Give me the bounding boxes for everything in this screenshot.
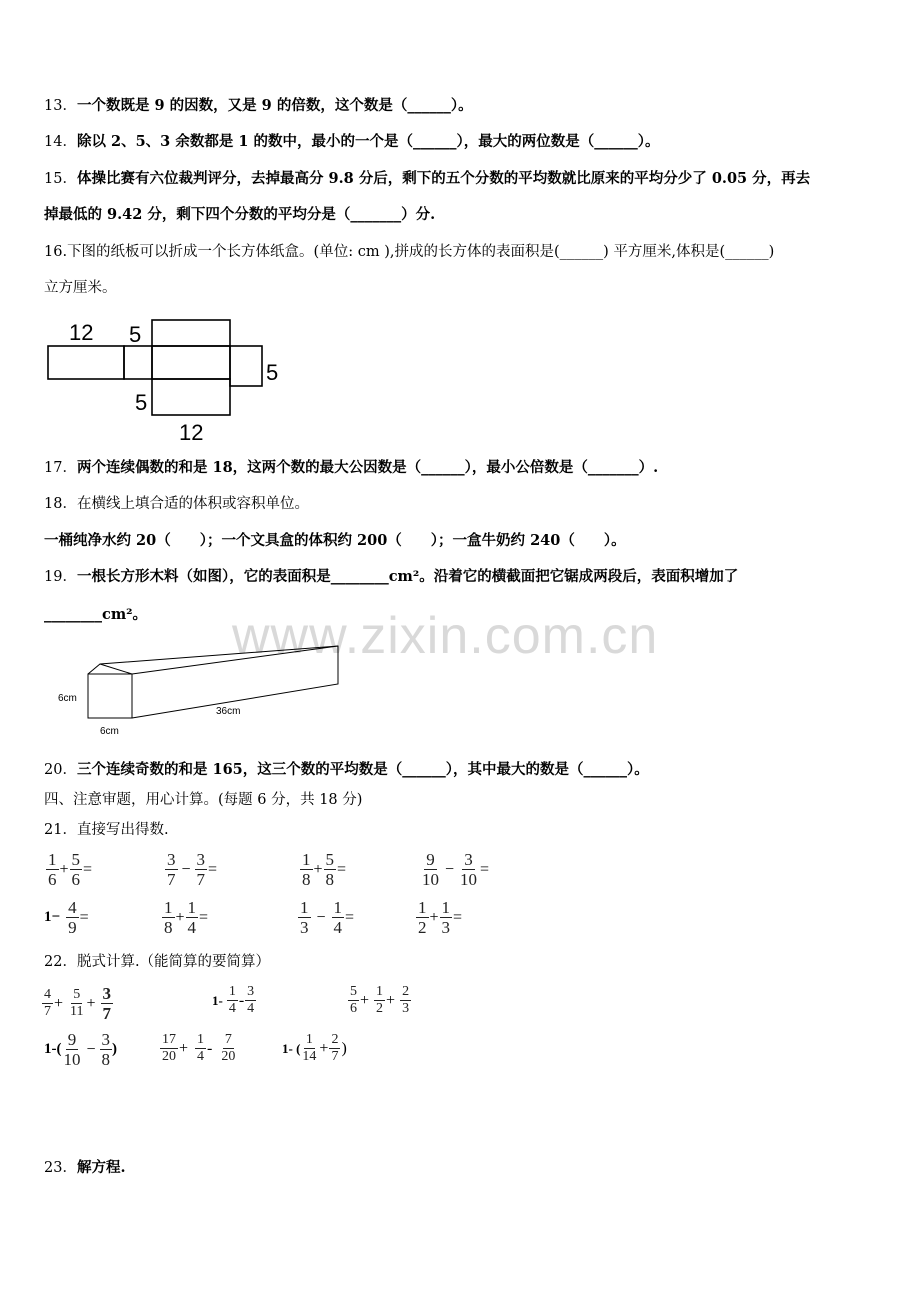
question-19-cont <box>44 605 147 625</box>
q21-expr-2 <box>165 850 218 889</box>
question-text: 三个连续奇数的和是 165，这三个数的平均数是（______），其中最大的数是（______）。 <box>76 761 649 778</box>
question-text: 直接写出得数. <box>76 822 169 838</box>
q21-expr-8 <box>416 898 463 937</box>
denominator: 20 <box>221 1049 236 1064</box>
question-text: 一个数既是 9 的因数，又是 9 的倍数，这个数是（______）。 <box>76 97 473 114</box>
denominator: 2 <box>418 918 427 937</box>
equals: = <box>345 908 355 926</box>
numerator: 3 <box>101 1030 111 1049</box>
numerator: 3 <box>196 850 206 869</box>
lead-term: 1- <box>212 992 223 1008</box>
question-16-cont <box>44 278 117 298</box>
close-paren: ) <box>112 1041 118 1057</box>
numerator: 5 <box>350 984 357 999</box>
equals: = <box>480 860 490 878</box>
question-17 <box>44 458 658 478</box>
numerator: 1 <box>333 898 343 917</box>
lead-term: 1- ( <box>282 1040 301 1056</box>
question-number: 19． <box>44 569 77 585</box>
numerator: 1 <box>418 898 427 917</box>
question-19 <box>44 567 738 587</box>
close-paren: ) <box>341 1039 347 1057</box>
denominator: 7 <box>102 1004 112 1023</box>
q22-expr-3 <box>348 984 411 1017</box>
denominator: 10 <box>460 870 478 889</box>
equals: = <box>199 908 209 926</box>
question-text: 脱式计算.（能简算的要简算） <box>76 954 271 970</box>
q22-expr-5 <box>160 1032 237 1065</box>
q22-expr-2 <box>212 984 256 1017</box>
denominator: 10 <box>422 870 439 889</box>
equals: = <box>208 860 218 878</box>
net-face <box>152 346 230 379</box>
question-text: 一根长方形木料（如图），它的表面积是________cm²。沿着它的横截面把它锯成两段后，表面积增加了 <box>76 568 739 585</box>
denominator: 7 <box>196 870 206 889</box>
watermark: www.zixin.com.cn <box>232 607 659 665</box>
q21-expr-6 <box>162 898 209 937</box>
question-text: 在横线上填合适的体积或容积单位。 <box>76 496 309 512</box>
denominator: 3 <box>441 918 451 937</box>
q21-expr-7 <box>298 898 355 937</box>
equals: = <box>337 860 347 878</box>
lead-term: 1− <box>44 909 61 925</box>
operator: + <box>54 994 64 1012</box>
operator: + <box>319 1039 329 1057</box>
question-number: 14． <box>44 134 77 150</box>
denominator: 3 <box>300 918 309 937</box>
net-face <box>48 346 124 379</box>
numerator: 4 <box>68 898 77 917</box>
question-13 <box>44 96 473 116</box>
box-net-figure <box>44 310 294 445</box>
numerator: 3 <box>464 850 473 869</box>
denominator: 4 <box>228 1001 236 1016</box>
numerator: 1 <box>164 898 173 917</box>
denominator: 7 <box>44 1004 51 1019</box>
question-text: 立方厘米。 <box>44 280 117 296</box>
section-4-heading <box>44 790 362 810</box>
beam-label-height: 6cm <box>58 693 77 704</box>
numerator: 17 <box>162 1032 176 1047</box>
operator: + <box>313 860 323 878</box>
equals: = <box>79 908 89 926</box>
numerator: 3 <box>247 984 255 999</box>
q21-expr-3 <box>300 850 347 889</box>
question-number: 18． <box>44 496 77 512</box>
question-number: 17． <box>44 460 77 476</box>
numerator: 1 <box>305 1032 313 1047</box>
numerator: 1 <box>187 898 197 917</box>
equals: = <box>453 908 463 926</box>
question-number: 21． <box>44 822 77 838</box>
numerator: 9 <box>426 850 435 869</box>
operator: − <box>86 1040 96 1058</box>
denominator: 4 <box>197 1049 205 1064</box>
numerator: 2 <box>331 1032 339 1047</box>
denominator: 14 <box>302 1049 317 1064</box>
question-18 <box>44 494 309 514</box>
beam-front-face <box>88 674 132 718</box>
operator: + <box>360 991 370 1009</box>
numerator: 7 <box>224 1032 232 1047</box>
net-label: 5 <box>266 360 279 385</box>
wood-beam-figure <box>56 640 356 740</box>
q21-expr-5 <box>44 898 90 937</box>
question-20 <box>44 760 649 780</box>
denominator: 2 <box>376 1001 384 1016</box>
numerator: 9 <box>67 1030 77 1049</box>
q21-expr-1 <box>46 850 93 889</box>
question-number: 15． <box>44 171 77 187</box>
numerator: 5 <box>325 850 335 869</box>
operator: + <box>175 908 185 926</box>
denominator: 4 <box>187 918 197 937</box>
operator: − <box>316 908 326 926</box>
net-face <box>152 379 230 415</box>
denominator: 7 <box>331 1049 339 1064</box>
question-number: 22． <box>44 954 77 970</box>
denominator: 8 <box>164 918 173 937</box>
net-label: 5 <box>135 390 148 415</box>
numerator: 1 <box>376 984 384 999</box>
net-label: 5 <box>129 322 142 347</box>
question-15-cont <box>44 205 435 225</box>
denominator: 8 <box>101 1050 111 1069</box>
numerator: 3 <box>102 984 112 1003</box>
numerator: 4 <box>44 987 51 1002</box>
denominator: 11 <box>70 1004 84 1019</box>
question-number: 23． <box>44 1160 77 1176</box>
net-face <box>152 320 230 346</box>
numerator: 1 <box>228 984 236 999</box>
question-number: 16. <box>44 244 68 260</box>
question-text: 掉最低的 9.42 分，剩下四个分数的平均分是（_______）分. <box>44 206 436 223</box>
numerator: 5 <box>71 850 81 869</box>
denominator: 9 <box>68 918 77 937</box>
question-text: ________cm²。 <box>44 606 148 623</box>
denominator: 3 <box>402 1001 410 1016</box>
numerator: 5 <box>73 987 81 1002</box>
beam-edge <box>100 664 132 674</box>
denominator: 8 <box>325 870 335 889</box>
lead-term: 1-( <box>44 1041 62 1057</box>
numerator: 1 <box>441 898 451 917</box>
question-text: 除以 2、5、3 余数都是 1 的数中，最小的一个是（______），最大的两位数是（______）。 <box>76 133 660 150</box>
q22-expr-6 <box>282 1032 348 1065</box>
question-text: 两个连续偶数的和是 18，这两个数的最大公因数是（______），最小公倍数是（_______）. <box>76 459 659 476</box>
question-22 <box>44 952 270 972</box>
numerator: 2 <box>402 984 410 999</box>
question-text: 一桶纯净水约 20（ ）；一个文具盒的体积约 200（ ）；一盒牛奶约 240（ ）。 <box>44 532 626 549</box>
operator: - <box>238 991 245 1009</box>
beam-label-length: 36cm <box>216 706 241 717</box>
question-15 <box>44 169 810 189</box>
operator: + <box>179 1039 189 1057</box>
numerator: 1 <box>197 1032 205 1047</box>
numerator: 3 <box>167 850 176 869</box>
operator: − <box>445 860 455 878</box>
denominator: 4 <box>333 918 343 937</box>
q21-expr-4 <box>420 850 490 889</box>
beam-edges <box>88 646 338 718</box>
operator: + <box>429 908 439 926</box>
denominator: 20 <box>162 1049 176 1064</box>
operator: + <box>386 991 396 1009</box>
question-number: 13． <box>44 98 77 114</box>
question-text: 体操比赛有六位裁判评分，去掉最高分 9.8 分后，剩下的五个分数的平均数就比原来的平均分少了 0.05 分，再去 <box>76 170 811 187</box>
denominator: 10 <box>63 1050 81 1069</box>
question-18-blanks <box>44 531 626 551</box>
net-label: 12 <box>69 320 94 345</box>
numerator: 1 <box>300 898 309 917</box>
q22-expr-1 <box>42 984 113 1023</box>
operator: + <box>59 860 69 878</box>
denominator: 6 <box>71 870 81 889</box>
net-face <box>230 346 262 386</box>
question-number: 20． <box>44 762 77 778</box>
operator: + <box>86 994 96 1012</box>
q22-expr-4 <box>44 1030 117 1069</box>
section-text: 四、注意审题，用心计算。(每题 6 分，共 18 分) <box>44 792 363 808</box>
question-text: 解方程. <box>76 1159 126 1176</box>
question-23 <box>44 1158 126 1178</box>
question-16 <box>44 242 774 262</box>
question-text: 下图的纸板可以折成一个长方体纸盒。(单位: cm ),拼成的长方体的表面积是(______) 平方厘米,体积是(______) <box>67 244 775 260</box>
question-14 <box>44 132 660 152</box>
numerator: 1 <box>302 850 311 869</box>
beam-edge <box>132 646 338 674</box>
denominator: 4 <box>247 1001 255 1016</box>
operator: − <box>181 860 191 878</box>
denominator: 7 <box>167 870 176 889</box>
question-21 <box>44 820 169 840</box>
denominator: 6 <box>350 1001 357 1016</box>
denominator: 8 <box>302 870 311 889</box>
operator: - <box>207 1039 213 1057</box>
beam-label-width: 6cm <box>100 726 119 737</box>
equals: = <box>83 860 93 878</box>
denominator: 6 <box>48 870 57 889</box>
numerator: 1 <box>48 850 57 869</box>
net-face <box>124 346 152 379</box>
net-label: 12 <box>179 420 204 445</box>
